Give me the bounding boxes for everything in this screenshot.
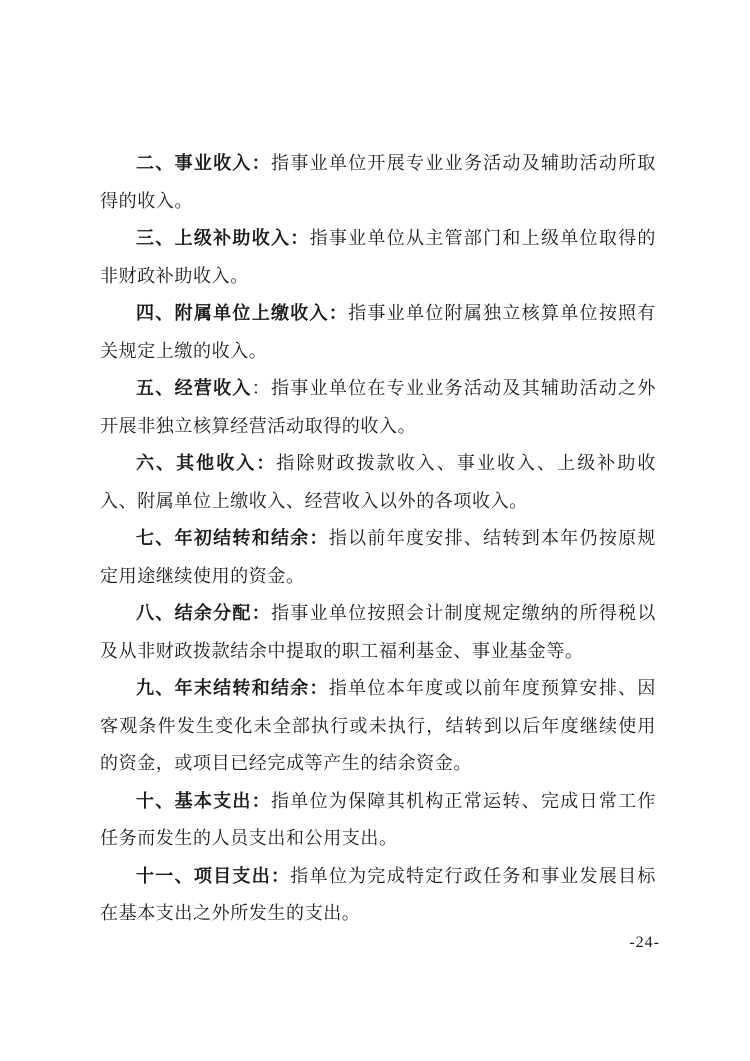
definition-paragraph (100, 595, 656, 670)
definition-term: 六、其他收入： (136, 453, 277, 474)
definition-term: 五、经营收入 (136, 378, 252, 399)
definition-paragraph (100, 445, 656, 520)
definition-text: 指事业单位从主管部门和上级单位取得的非财政补助收入。 (100, 228, 656, 287)
definition-text: 指除财政拨款收入、事业收入、上级补助收入、附属单位上缴收入、经营收入以外的各项收入。 (100, 453, 656, 512)
definition-text: 指事业单位开展专业业务活动及辅助活动所取得的收入。 (100, 153, 657, 212)
definition-term: 二、事业收入： (136, 153, 271, 174)
definition-text: ：指事业单位在专业业务活动及其辅助活动之外开展非独立核算经营活动取得的收入。 (100, 378, 656, 437)
definition-paragraph (100, 783, 656, 858)
definition-term: 十、基本支出： (136, 790, 271, 812)
definition-term: 七、年初结转和结余： (136, 528, 329, 549)
definition-text: 指事业单位按照会计制度规定缴纳的所得税以及从非财政拨款结余中提取的职工福利基金、事业基金等。 (100, 603, 657, 662)
definition-term: 九、年末结转和结余： (136, 678, 329, 699)
definition-term: 八、结余分配： (136, 603, 271, 624)
definition-text: 指单位本年度或以前年度预算安排、因客观条件发生变化未全部执行或未执行，结转到以后年度继续使用的资金，或项目已经完成等产生的结余资金。 (100, 678, 657, 774)
definition-paragraph (100, 145, 656, 220)
definition-paragraph (100, 370, 656, 445)
definition-paragraph (100, 670, 656, 783)
definition-text: 指事业单位附属独立核算单位按照有关规定上缴的收入。 (100, 303, 656, 362)
definition-text: 指单位为保障其机构正常运转、完成日常工作任务而发生的人员支出和公用支出。 (100, 790, 657, 849)
definition-term: 四、附属单位上缴收入： (136, 303, 349, 324)
definition-term: 三、上级补助收入： (136, 228, 310, 249)
page-number: -24- (629, 934, 660, 951)
definition-text: 指以前年度安排、结转到本年仍按原规定用途继续使用的资金。 (100, 528, 657, 587)
definition-paragraph (100, 858, 656, 933)
definition-paragraph (100, 520, 656, 595)
definition-paragraph (100, 220, 656, 295)
definition-text: 指单位为完成特定行政任务和事业发展目标在基本支出之外所发生的支出。 (100, 865, 656, 924)
definition-term: 十一、项目支出： (136, 865, 291, 887)
document-body (100, 145, 656, 933)
definition-paragraph (100, 295, 656, 370)
